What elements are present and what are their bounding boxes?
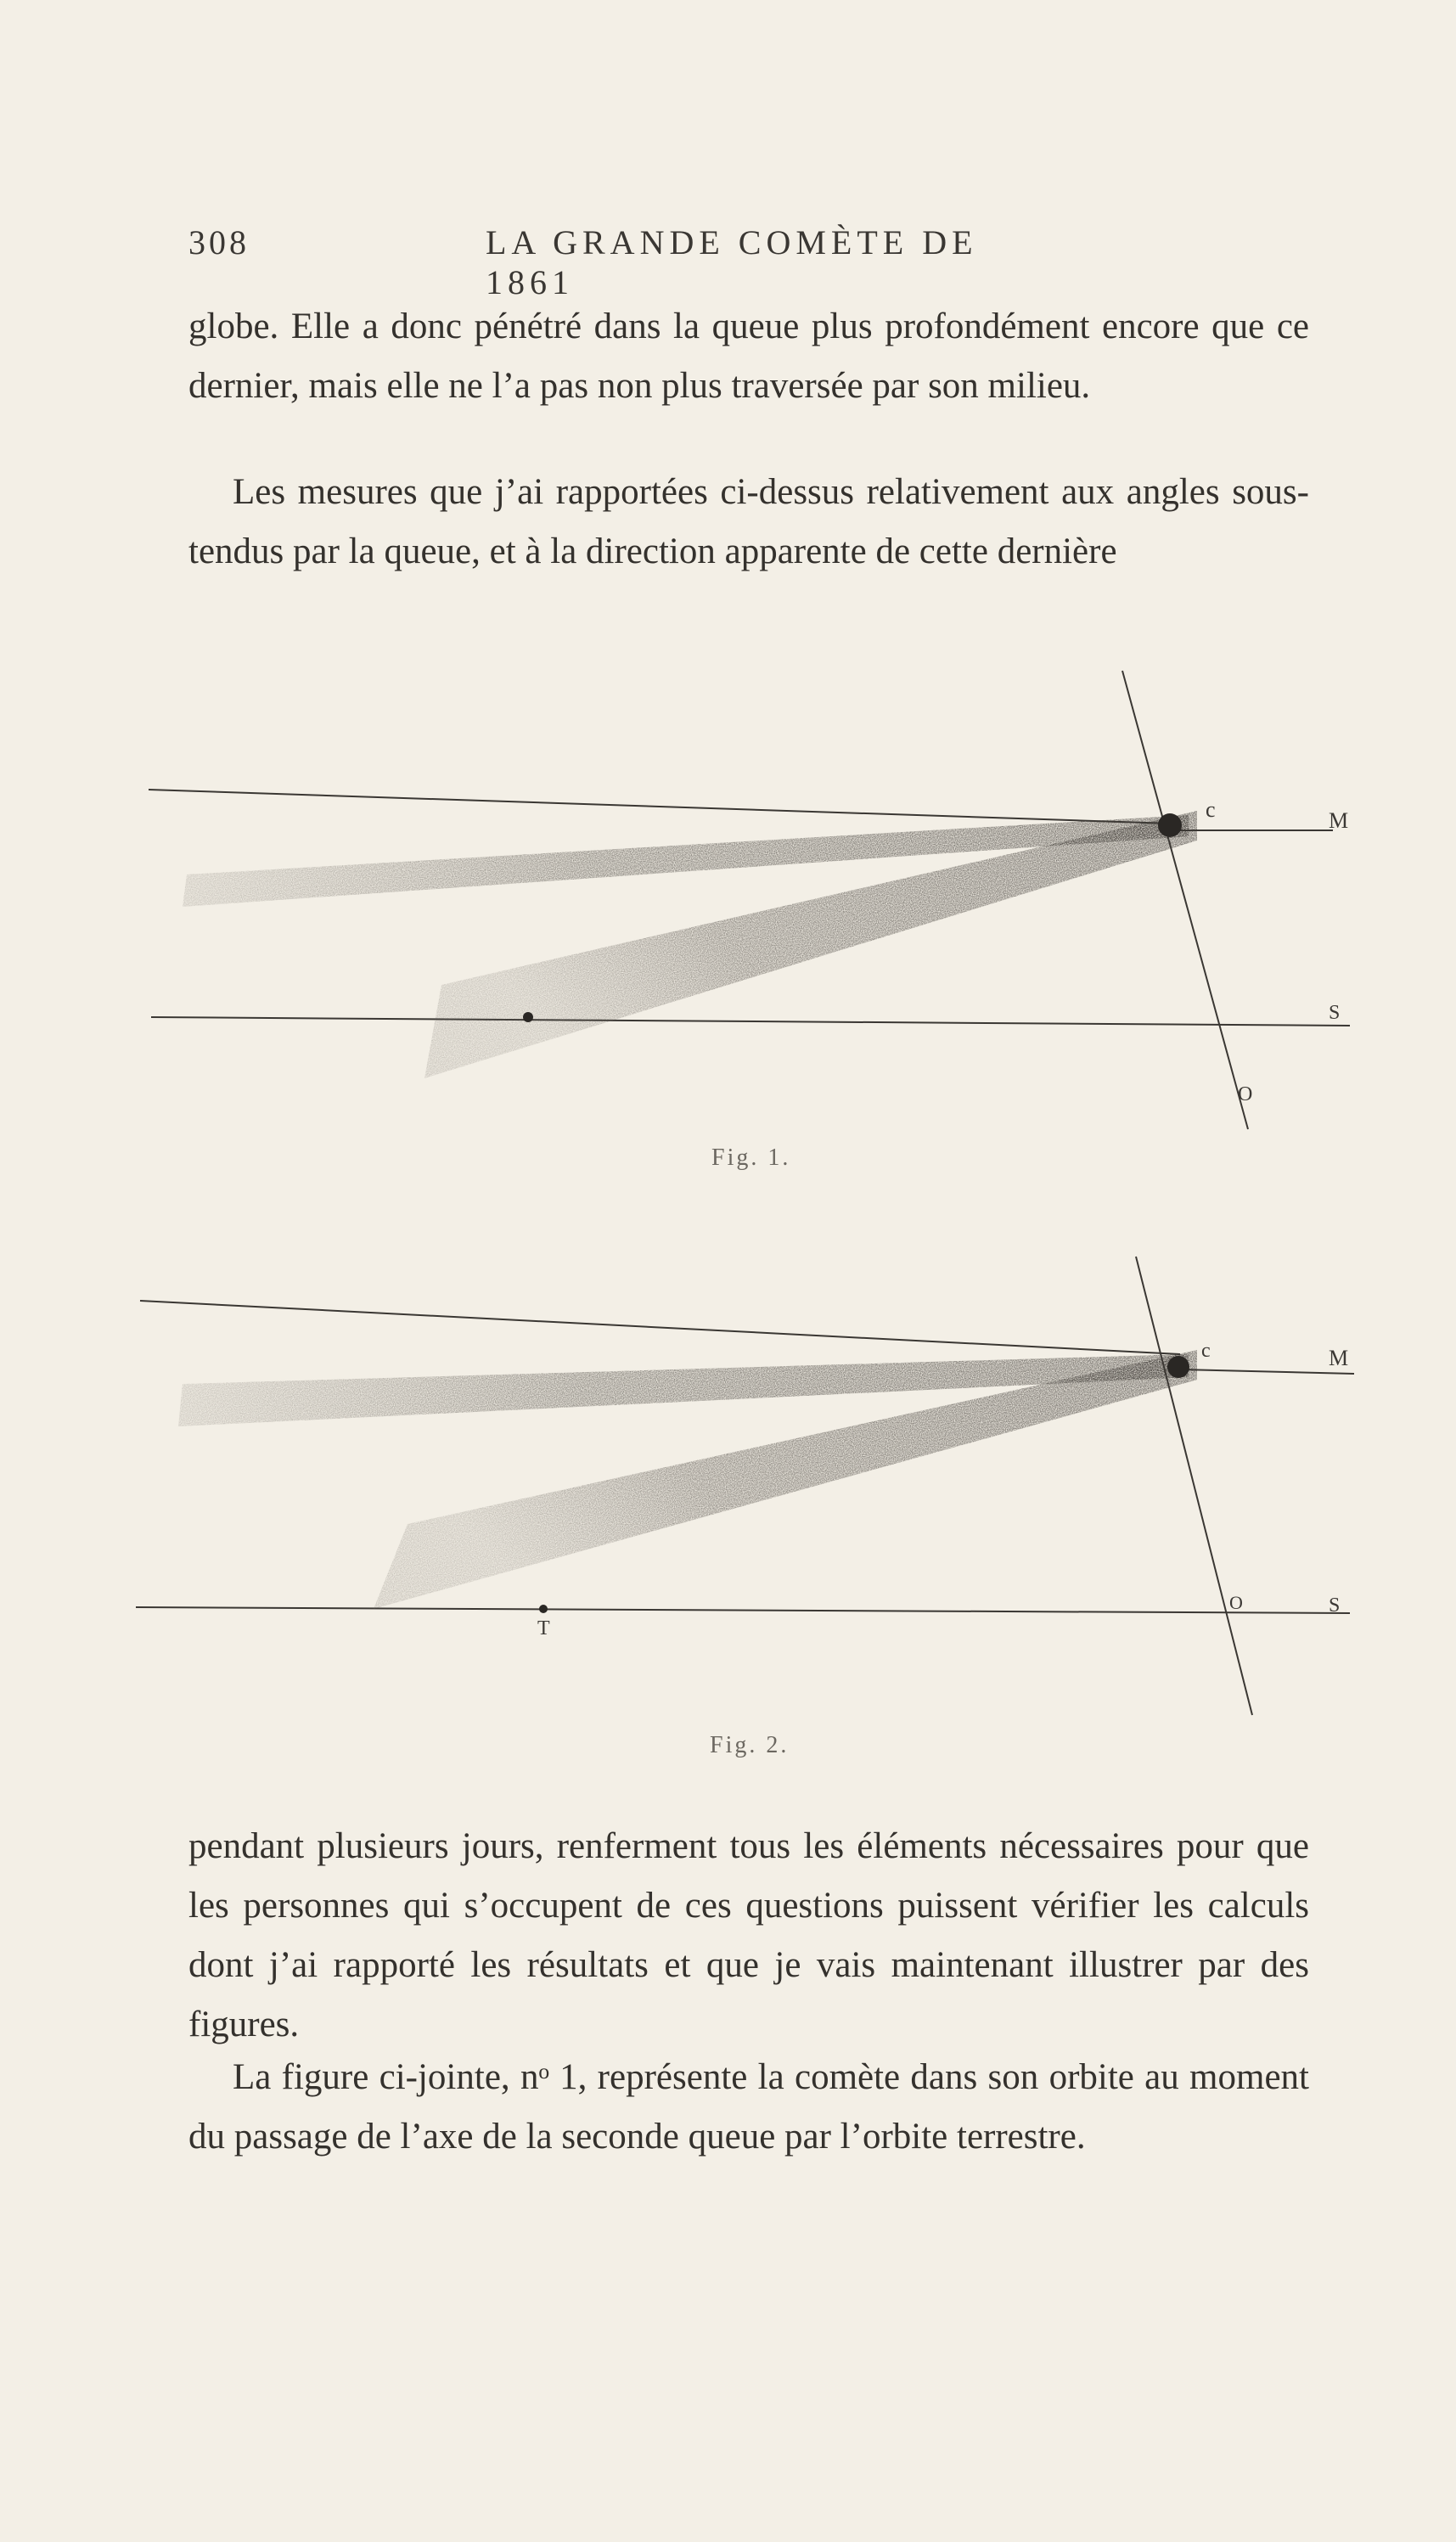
fig1-earth-point	[523, 1012, 533, 1022]
paragraph-1: globe. Elle a donc pénétré dans la queue plus profondément encore que ce dernier, mais elle ne l’a pas non plus traversée par son milieu.	[188, 307, 1309, 406]
figure-2	[136, 1257, 1354, 1715]
fig2-label-t: T	[537, 1617, 550, 1639]
figure-1	[149, 671, 1350, 1129]
paragraph-3: pendant plusieurs jours, renferment tous les éléments nécessaires pour que les personnes qui s’occupent de ces questions puissent vérifier les calculs dont j’ai rapporté les résultats et que je vais maintenant illustrer par des figures.	[188, 1826, 1309, 2044]
figure-1-caption: Fig. 1.	[711, 1144, 791, 1171]
fig1-line-diagonal	[1122, 671, 1248, 1129]
fig1-label-s: S	[1329, 1002, 1341, 1024]
paragraph-2: Les mesures que j’ai rapportées ci-dessus relativement aux angles sous-tendus par la queue, et à la direction apparente de cette dernière	[188, 472, 1309, 571]
fig1-label-o: O	[1238, 1083, 1253, 1105]
fig2-line-diagonal	[1136, 1257, 1252, 1715]
fig2-label-m: M	[1329, 1346, 1349, 1370]
fig2-nucleus	[1167, 1356, 1189, 1378]
fig2-line-s	[136, 1607, 1350, 1613]
figure-2-caption: Fig. 2.	[710, 1732, 790, 1758]
fig1-line-upper	[149, 790, 1172, 824]
running-title: LA GRANDE COMÈTE DE 1861	[486, 223, 978, 301]
fig1-nucleus	[1158, 813, 1182, 837]
fig1-label-c: c	[1206, 797, 1216, 822]
fig2-line-upper	[140, 1301, 1180, 1354]
fig2-earth-point	[539, 1605, 548, 1613]
fig2-label-c: c	[1201, 1340, 1211, 1362]
page-number: 308	[188, 223, 250, 262]
fig1-line-s	[151, 1017, 1350, 1026]
fig1-label-m: M	[1329, 808, 1349, 833]
fig2-label-o: O	[1229, 1592, 1243, 1613]
paragraph-4: La figure ci-jointe, nᵒ 1, représente la comète dans son orbite au moment du passage de l’axe de la seconde queue par l’orbite terrestre.	[188, 2057, 1309, 2157]
fig2-label-s: S	[1329, 1594, 1341, 1617]
